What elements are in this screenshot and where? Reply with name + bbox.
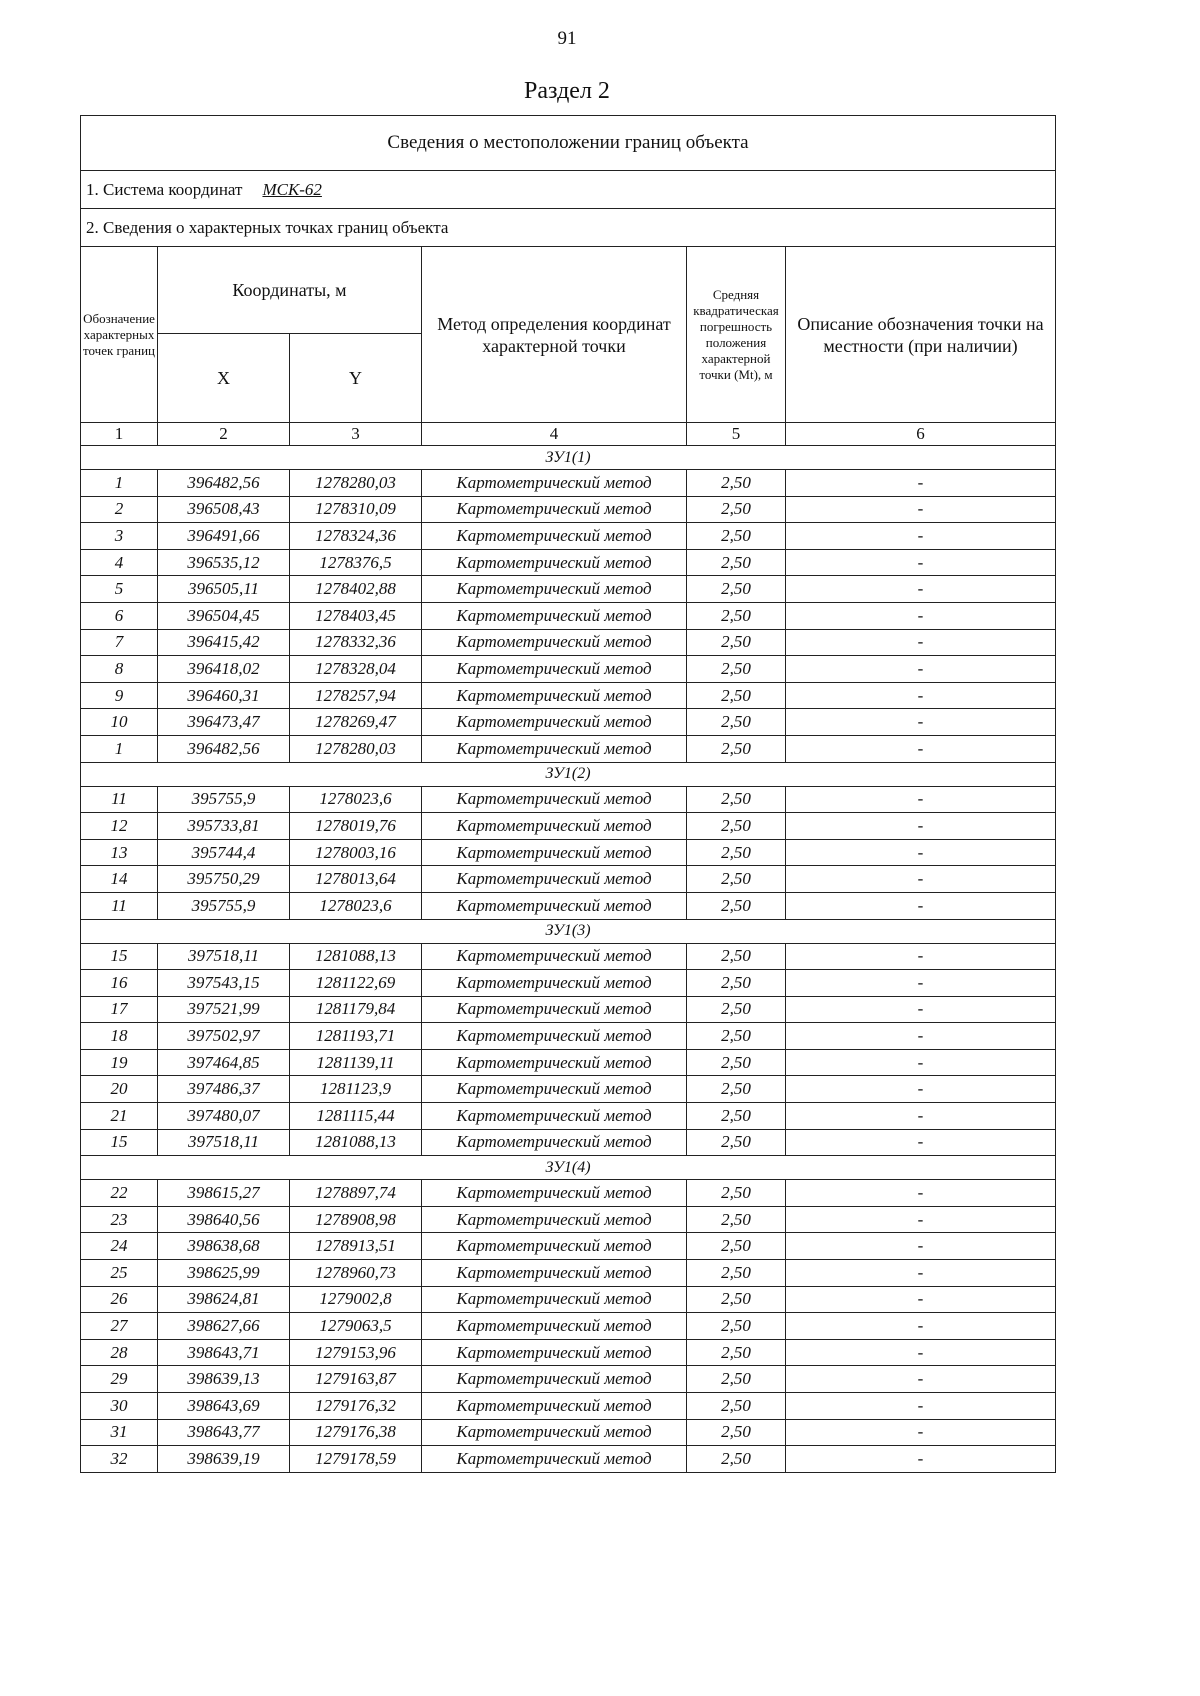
coord-x: 397464,85: [158, 1049, 290, 1076]
coord-x: 396460,31: [158, 682, 290, 709]
method: Картометрический метод: [422, 996, 687, 1023]
coord-y: 1278310,09: [290, 496, 422, 523]
header-method: Метод определения координат характерной точки: [422, 247, 687, 423]
method: Картометрический метод: [422, 576, 687, 603]
error: 2,50: [687, 523, 786, 550]
point-id: 7: [81, 629, 158, 656]
coord-y: 1278960,73: [290, 1260, 422, 1287]
point-id: 28: [81, 1339, 158, 1366]
error: 2,50: [687, 813, 786, 840]
coord-x: 397518,11: [158, 1129, 290, 1156]
description: -: [786, 656, 1056, 683]
point-id: 13: [81, 839, 158, 866]
error: 2,50: [687, 1103, 786, 1130]
description: -: [786, 1103, 1056, 1130]
error: 2,50: [687, 970, 786, 997]
method: Картометрический метод: [422, 1129, 687, 1156]
point-id: 15: [81, 943, 158, 970]
point-id: 27: [81, 1313, 158, 1340]
coord-x: 397543,15: [158, 970, 290, 997]
point-id: 3: [81, 523, 158, 550]
error: 2,50: [687, 496, 786, 523]
point-id: 6: [81, 602, 158, 629]
table-row: [81, 866, 1056, 893]
error: 2,50: [687, 1366, 786, 1393]
error: 2,50: [687, 549, 786, 576]
point-id: 4: [81, 549, 158, 576]
coord-y: 1278897,74: [290, 1180, 422, 1207]
description: -: [786, 943, 1056, 970]
table-row: [81, 839, 1056, 866]
coord-x: 396473,47: [158, 709, 290, 736]
coord-x: 395733,81: [158, 813, 290, 840]
coord-y: 1278908,98: [290, 1206, 422, 1233]
coord-system-value: МСК-62: [262, 179, 322, 199]
point-id: 8: [81, 656, 158, 683]
coord-x: 398643,69: [158, 1393, 290, 1420]
description: -: [786, 496, 1056, 523]
description: -: [786, 1419, 1056, 1446]
description: -: [786, 709, 1056, 736]
coord-x: 396491,66: [158, 523, 290, 550]
description: -: [786, 970, 1056, 997]
col-num: 2: [158, 423, 290, 446]
header-coords: Координаты, м: [158, 247, 422, 334]
table-row: [81, 576, 1056, 603]
table-row: [81, 1446, 1056, 1473]
table-title: Сведения о местоположении границ объекта: [81, 116, 1056, 171]
error: 2,50: [687, 682, 786, 709]
coord-y: 1281115,44: [290, 1103, 422, 1130]
description: -: [786, 549, 1056, 576]
error: 2,50: [687, 1180, 786, 1207]
coord-x: 396504,45: [158, 602, 290, 629]
coord-x: 395755,9: [158, 892, 290, 919]
error: 2,50: [687, 1339, 786, 1366]
coord-x: 395750,29: [158, 866, 290, 893]
table-row: [81, 1129, 1056, 1156]
method: Картометрический метод: [422, 943, 687, 970]
coord-y: 1278328,04: [290, 656, 422, 683]
coord-x: 396482,56: [158, 470, 290, 497]
method: Картометрический метод: [422, 1023, 687, 1050]
table-row: [81, 1023, 1056, 1050]
col-num: 5: [687, 423, 786, 446]
table-row: [81, 709, 1056, 736]
point-id: 11: [81, 892, 158, 919]
method: Картометрический метод: [422, 629, 687, 656]
coord-y: 1278402,88: [290, 576, 422, 603]
description: -: [786, 839, 1056, 866]
coord-x: 398627,66: [158, 1313, 290, 1340]
description: -: [786, 1180, 1056, 1207]
point-id: 15: [81, 1129, 158, 1156]
table-row: [81, 549, 1056, 576]
coord-y: 1278280,03: [290, 735, 422, 762]
method: Картометрический метод: [422, 523, 687, 550]
error: 2,50: [687, 1446, 786, 1473]
header-x: X: [158, 334, 290, 423]
error: 2,50: [687, 576, 786, 603]
method: Картометрический метод: [422, 866, 687, 893]
error: 2,50: [687, 1023, 786, 1050]
coord-y: 1278332,36: [290, 629, 422, 656]
table-row: [81, 970, 1056, 997]
description: -: [786, 602, 1056, 629]
error: 2,50: [687, 1233, 786, 1260]
coord-x: 398639,13: [158, 1366, 290, 1393]
description: -: [786, 1076, 1056, 1103]
table-row: [81, 1393, 1056, 1420]
error: 2,50: [687, 656, 786, 683]
coord-y: 1279163,87: [290, 1366, 422, 1393]
table-row: [81, 682, 1056, 709]
point-id: 25: [81, 1260, 158, 1287]
description: -: [786, 892, 1056, 919]
error: 2,50: [687, 943, 786, 970]
method: Картометрический метод: [422, 602, 687, 629]
method: Картометрический метод: [422, 1393, 687, 1420]
method: Картометрический метод: [422, 1366, 687, 1393]
error: 2,50: [687, 1313, 786, 1340]
error: 2,50: [687, 470, 786, 497]
coord-x: 398615,27: [158, 1180, 290, 1207]
table-row: [81, 735, 1056, 762]
table-row: [81, 1206, 1056, 1233]
coord-y: 1279153,96: [290, 1339, 422, 1366]
table-row: [81, 943, 1056, 970]
point-id: 11: [81, 786, 158, 813]
method: Картометрический метод: [422, 1260, 687, 1287]
header-point-id: Обозначение характерных точек границ: [81, 247, 158, 423]
error: 2,50: [687, 1076, 786, 1103]
coord-x: 396415,42: [158, 629, 290, 656]
table-row: [81, 996, 1056, 1023]
table-row: [81, 1419, 1056, 1446]
description: -: [786, 1286, 1056, 1313]
point-id: 1: [81, 470, 158, 497]
table-row: [81, 1286, 1056, 1313]
method: Картометрический метод: [422, 839, 687, 866]
method: Картометрический метод: [422, 1180, 687, 1207]
coord-y: 1278023,6: [290, 786, 422, 813]
coord-y: 1278403,45: [290, 602, 422, 629]
coord-y: 1281122,69: [290, 970, 422, 997]
method: Картометрический метод: [422, 1206, 687, 1233]
point-id: 10: [81, 709, 158, 736]
description: -: [786, 735, 1056, 762]
description: -: [786, 996, 1056, 1023]
error: 2,50: [687, 1129, 786, 1156]
description: -: [786, 1206, 1056, 1233]
table-row: [81, 1313, 1056, 1340]
error: 2,50: [687, 1419, 786, 1446]
description: -: [786, 1339, 1056, 1366]
description: -: [786, 1366, 1056, 1393]
point-id: 21: [81, 1103, 158, 1130]
point-id: 30: [81, 1393, 158, 1420]
section-title: Раздел 2: [524, 78, 610, 104]
coord-x: 395755,9: [158, 786, 290, 813]
coord-y: 1281088,13: [290, 1129, 422, 1156]
error: 2,50: [687, 1393, 786, 1420]
point-id: 32: [81, 1446, 158, 1473]
point-id: 29: [81, 1366, 158, 1393]
method: Картометрический метод: [422, 1419, 687, 1446]
table-row: [81, 1233, 1056, 1260]
table-row: [81, 496, 1056, 523]
coord-y: 1278257,94: [290, 682, 422, 709]
description: -: [786, 1260, 1056, 1287]
method: Картометрический метод: [422, 1076, 687, 1103]
table-row: [81, 523, 1056, 550]
coord-y: 1278269,47: [290, 709, 422, 736]
group-header: ЗУ1(4): [81, 1156, 1056, 1180]
error: 2,50: [687, 786, 786, 813]
method: Картометрический метод: [422, 1049, 687, 1076]
group-header: ЗУ1(1): [81, 446, 1056, 470]
coord-y: 1278019,76: [290, 813, 422, 840]
group-header: ЗУ1(3): [81, 919, 1056, 943]
table-row: [81, 656, 1056, 683]
point-id: 31: [81, 1419, 158, 1446]
description: -: [786, 866, 1056, 893]
method: Картометрический метод: [422, 813, 687, 840]
boundary-table: [80, 115, 1056, 1473]
coord-y: 1281193,71: [290, 1023, 422, 1050]
method: Картометрический метод: [422, 1103, 687, 1130]
coord-x: 397521,99: [158, 996, 290, 1023]
coord-x: 395744,4: [158, 839, 290, 866]
group-header: ЗУ1(2): [81, 762, 1056, 786]
header-y: Y: [290, 334, 422, 423]
coord-x: 398638,68: [158, 1233, 290, 1260]
table-row: [81, 1366, 1056, 1393]
coord-x: 396535,12: [158, 549, 290, 576]
coord-y: 1278376,5: [290, 549, 422, 576]
col-num: 6: [786, 423, 1056, 446]
description: -: [786, 1393, 1056, 1420]
error: 2,50: [687, 996, 786, 1023]
points-label: 2. Сведения о характерных точках границ объекта: [81, 209, 1056, 247]
table-row: [81, 1339, 1056, 1366]
coord-x: 398640,56: [158, 1206, 290, 1233]
description: -: [786, 1129, 1056, 1156]
description: -: [786, 1233, 1056, 1260]
header-description: Описание обозначения точки на местности (при наличии): [786, 247, 1056, 423]
point-id: 14: [81, 866, 158, 893]
coord-y: 1278913,51: [290, 1233, 422, 1260]
coord-y: 1279063,5: [290, 1313, 422, 1340]
coord-y: 1278324,36: [290, 523, 422, 550]
coord-y: 1281139,11: [290, 1049, 422, 1076]
method: Картометрический метод: [422, 549, 687, 576]
point-id: 5: [81, 576, 158, 603]
error: 2,50: [687, 602, 786, 629]
point-id: 20: [81, 1076, 158, 1103]
coord-x: 397518,11: [158, 943, 290, 970]
table-row: [81, 1180, 1056, 1207]
page-number: 91: [557, 28, 577, 49]
point-id: 26: [81, 1286, 158, 1313]
coord-x: 397502,97: [158, 1023, 290, 1050]
table-row: [81, 1103, 1056, 1130]
method: Картометрический метод: [422, 470, 687, 497]
table-row: [81, 470, 1056, 497]
table-row: [81, 1260, 1056, 1287]
error: 2,50: [687, 629, 786, 656]
method: Картометрический метод: [422, 682, 687, 709]
error: 2,50: [687, 1049, 786, 1076]
point-id: 18: [81, 1023, 158, 1050]
table-row: [81, 786, 1056, 813]
coord-x: 397486,37: [158, 1076, 290, 1103]
error: 2,50: [687, 866, 786, 893]
header-error: Средняя квадратическая погрешность положения характерной точки (Mt), м: [687, 247, 786, 423]
coord-y: 1278003,16: [290, 839, 422, 866]
coord-x: 396418,02: [158, 656, 290, 683]
point-id: 12: [81, 813, 158, 840]
table-row: [81, 1049, 1056, 1076]
description: -: [786, 1313, 1056, 1340]
coord-y: 1279178,59: [290, 1446, 422, 1473]
description: -: [786, 576, 1056, 603]
col-num: 4: [422, 423, 687, 446]
description: -: [786, 786, 1056, 813]
error: 2,50: [687, 892, 786, 919]
coord-y: 1281123,9: [290, 1076, 422, 1103]
description: -: [786, 470, 1056, 497]
point-id: 24: [81, 1233, 158, 1260]
description: -: [786, 813, 1056, 840]
coord-x: 396508,43: [158, 496, 290, 523]
coord-y: 1279176,32: [290, 1393, 422, 1420]
method: Картометрический метод: [422, 1339, 687, 1366]
coord-x: 398625,99: [158, 1260, 290, 1287]
coord-x: 398643,71: [158, 1339, 290, 1366]
method: Картометрический метод: [422, 786, 687, 813]
coord-x: 398624,81: [158, 1286, 290, 1313]
coord-y: 1279002,8: [290, 1286, 422, 1313]
table-row: [81, 602, 1056, 629]
description: -: [786, 682, 1056, 709]
coord-x: 396505,11: [158, 576, 290, 603]
description: -: [786, 629, 1056, 656]
point-id: 2: [81, 496, 158, 523]
error: 2,50: [687, 1206, 786, 1233]
point-id: 23: [81, 1206, 158, 1233]
coord-x: 398639,19: [158, 1446, 290, 1473]
point-id: 17: [81, 996, 158, 1023]
description: -: [786, 1446, 1056, 1473]
table-row: [81, 892, 1056, 919]
method: Картометрический метод: [422, 1446, 687, 1473]
table-row: [81, 629, 1056, 656]
coord-system-label: 1. Система координат: [86, 179, 243, 199]
error: 2,50: [687, 1286, 786, 1313]
coord-y: 1281088,13: [290, 943, 422, 970]
coord-y: 1281179,84: [290, 996, 422, 1023]
coord-x: 396482,56: [158, 735, 290, 762]
description: -: [786, 1049, 1056, 1076]
method: Картометрический метод: [422, 735, 687, 762]
method: Картометрический метод: [422, 892, 687, 919]
error: 2,50: [687, 709, 786, 736]
table-row: [81, 813, 1056, 840]
point-id: 19: [81, 1049, 158, 1076]
coord-x: 398643,77: [158, 1419, 290, 1446]
point-id: 22: [81, 1180, 158, 1207]
method: Картометрический метод: [422, 1233, 687, 1260]
description: -: [786, 523, 1056, 550]
point-id: 9: [81, 682, 158, 709]
method: Картометрический метод: [422, 656, 687, 683]
col-num: 3: [290, 423, 422, 446]
method: Картометрический метод: [422, 970, 687, 997]
point-id: 1: [81, 735, 158, 762]
method: Картометрический метод: [422, 1286, 687, 1313]
coord-y: 1278280,03: [290, 470, 422, 497]
error: 2,50: [687, 839, 786, 866]
error: 2,50: [687, 735, 786, 762]
method: Картометрический метод: [422, 709, 687, 736]
error: 2,50: [687, 1260, 786, 1287]
col-num: 1: [81, 423, 158, 446]
description: -: [786, 1023, 1056, 1050]
coord-system-row: [81, 171, 1056, 209]
method: Картометрический метод: [422, 1313, 687, 1340]
coord-y: 1278023,6: [290, 892, 422, 919]
coord-x: 397480,07: [158, 1103, 290, 1130]
method: Картометрический метод: [422, 496, 687, 523]
coord-y: 1279176,38: [290, 1419, 422, 1446]
coord-y: 1278013,64: [290, 866, 422, 893]
point-id: 16: [81, 970, 158, 997]
table-row: [81, 1076, 1056, 1103]
